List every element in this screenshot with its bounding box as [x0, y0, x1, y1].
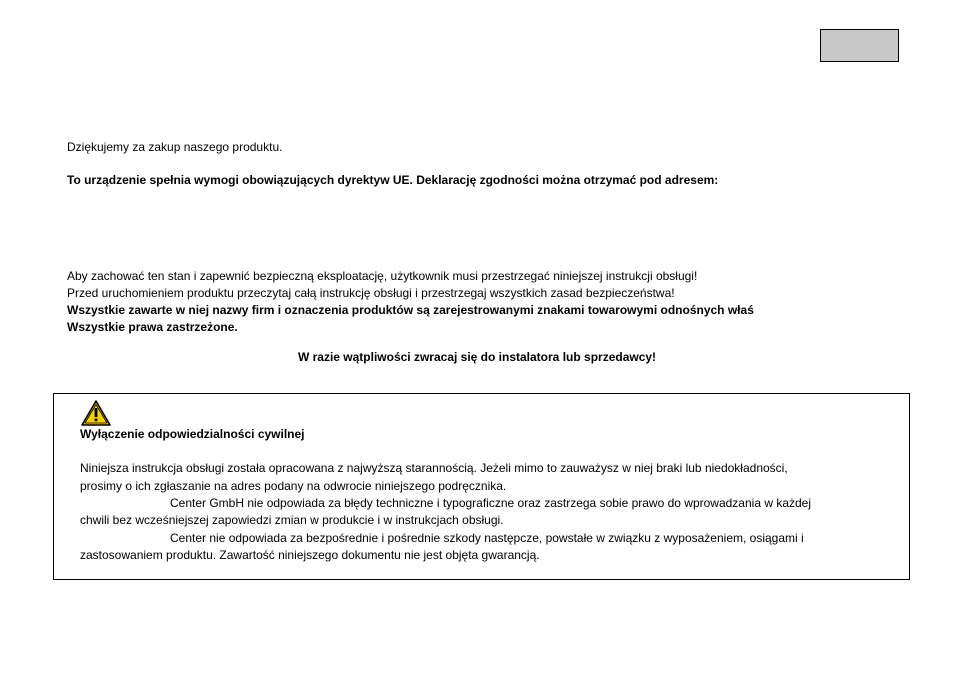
disclaimer-line: Center GmbH nie odpowiada za błędy techniczne i typograficzne oraz zastrzega sobie prawo do wprowadzania w każdej [170, 496, 812, 510]
warning-triangle-icon [80, 399, 112, 427]
disclaimer-title: Wyłączenie odpowiedzialności cywilnej [80, 427, 305, 441]
disclaimer-box [53, 393, 910, 580]
disclaimer-line: Niniejsza instrukcja obsługi została opracowana z najwyższą starannością. Jeżeli mimo to zauważysz w niej braki lub niedokładności, [80, 461, 788, 475]
trademarks-text: Wszystkie zawarte w niej nazwy firm i oznaczenia produktów są zarejestrowanymi znakami towarowymi odnośnych właś [67, 303, 754, 317]
disclaimer-line: zastosowaniem produktu. Zawartość niniejszego dokumentu nie jest objęta gwarancją. [80, 548, 540, 562]
safety-text-1: Aby zachować ten stan i zapewnić bezpieczną eksploatację, użytkownik musi przestrzegać niniejszej instrukcji obsługi! [67, 269, 698, 283]
language-tab-box [820, 29, 899, 62]
ce-declaration-text: To urządzenie spełnia wymogi obowiązujących dyrektyw UE. Deklarację zgodności można otrzymać pod adresem: [67, 173, 719, 187]
thanks-text: Dziękujemy za zakup naszego produktu. [67, 140, 283, 154]
disclaimer-line: chwili bez wcześniejszej zapowiedzi zmian w produkcie i w instrukcjach obsługi. [80, 513, 504, 527]
disclaimer-line: Center nie odpowiada za bezpośrednie i pośrednie szkody następcze, powstałe w związku z wyposażeniem, osiągami i [170, 531, 804, 545]
contact-text: W razie wątpliwości zwracaj się do instalatora lub sprzedawcy! [297, 350, 657, 364]
safety-text-2: Przed uruchomieniem produktu przeczytaj całą instrukcję obsługi i przestrzegaj wszystkich zasad bezpieczeństwa! [67, 286, 675, 300]
disclaimer-line: prosimy o ich zgłaszanie na adres podany na odwrocie niniejszego podręcznika. [80, 479, 507, 493]
rights-text: Wszystkie prawa zastrzeżone. [67, 320, 238, 334]
